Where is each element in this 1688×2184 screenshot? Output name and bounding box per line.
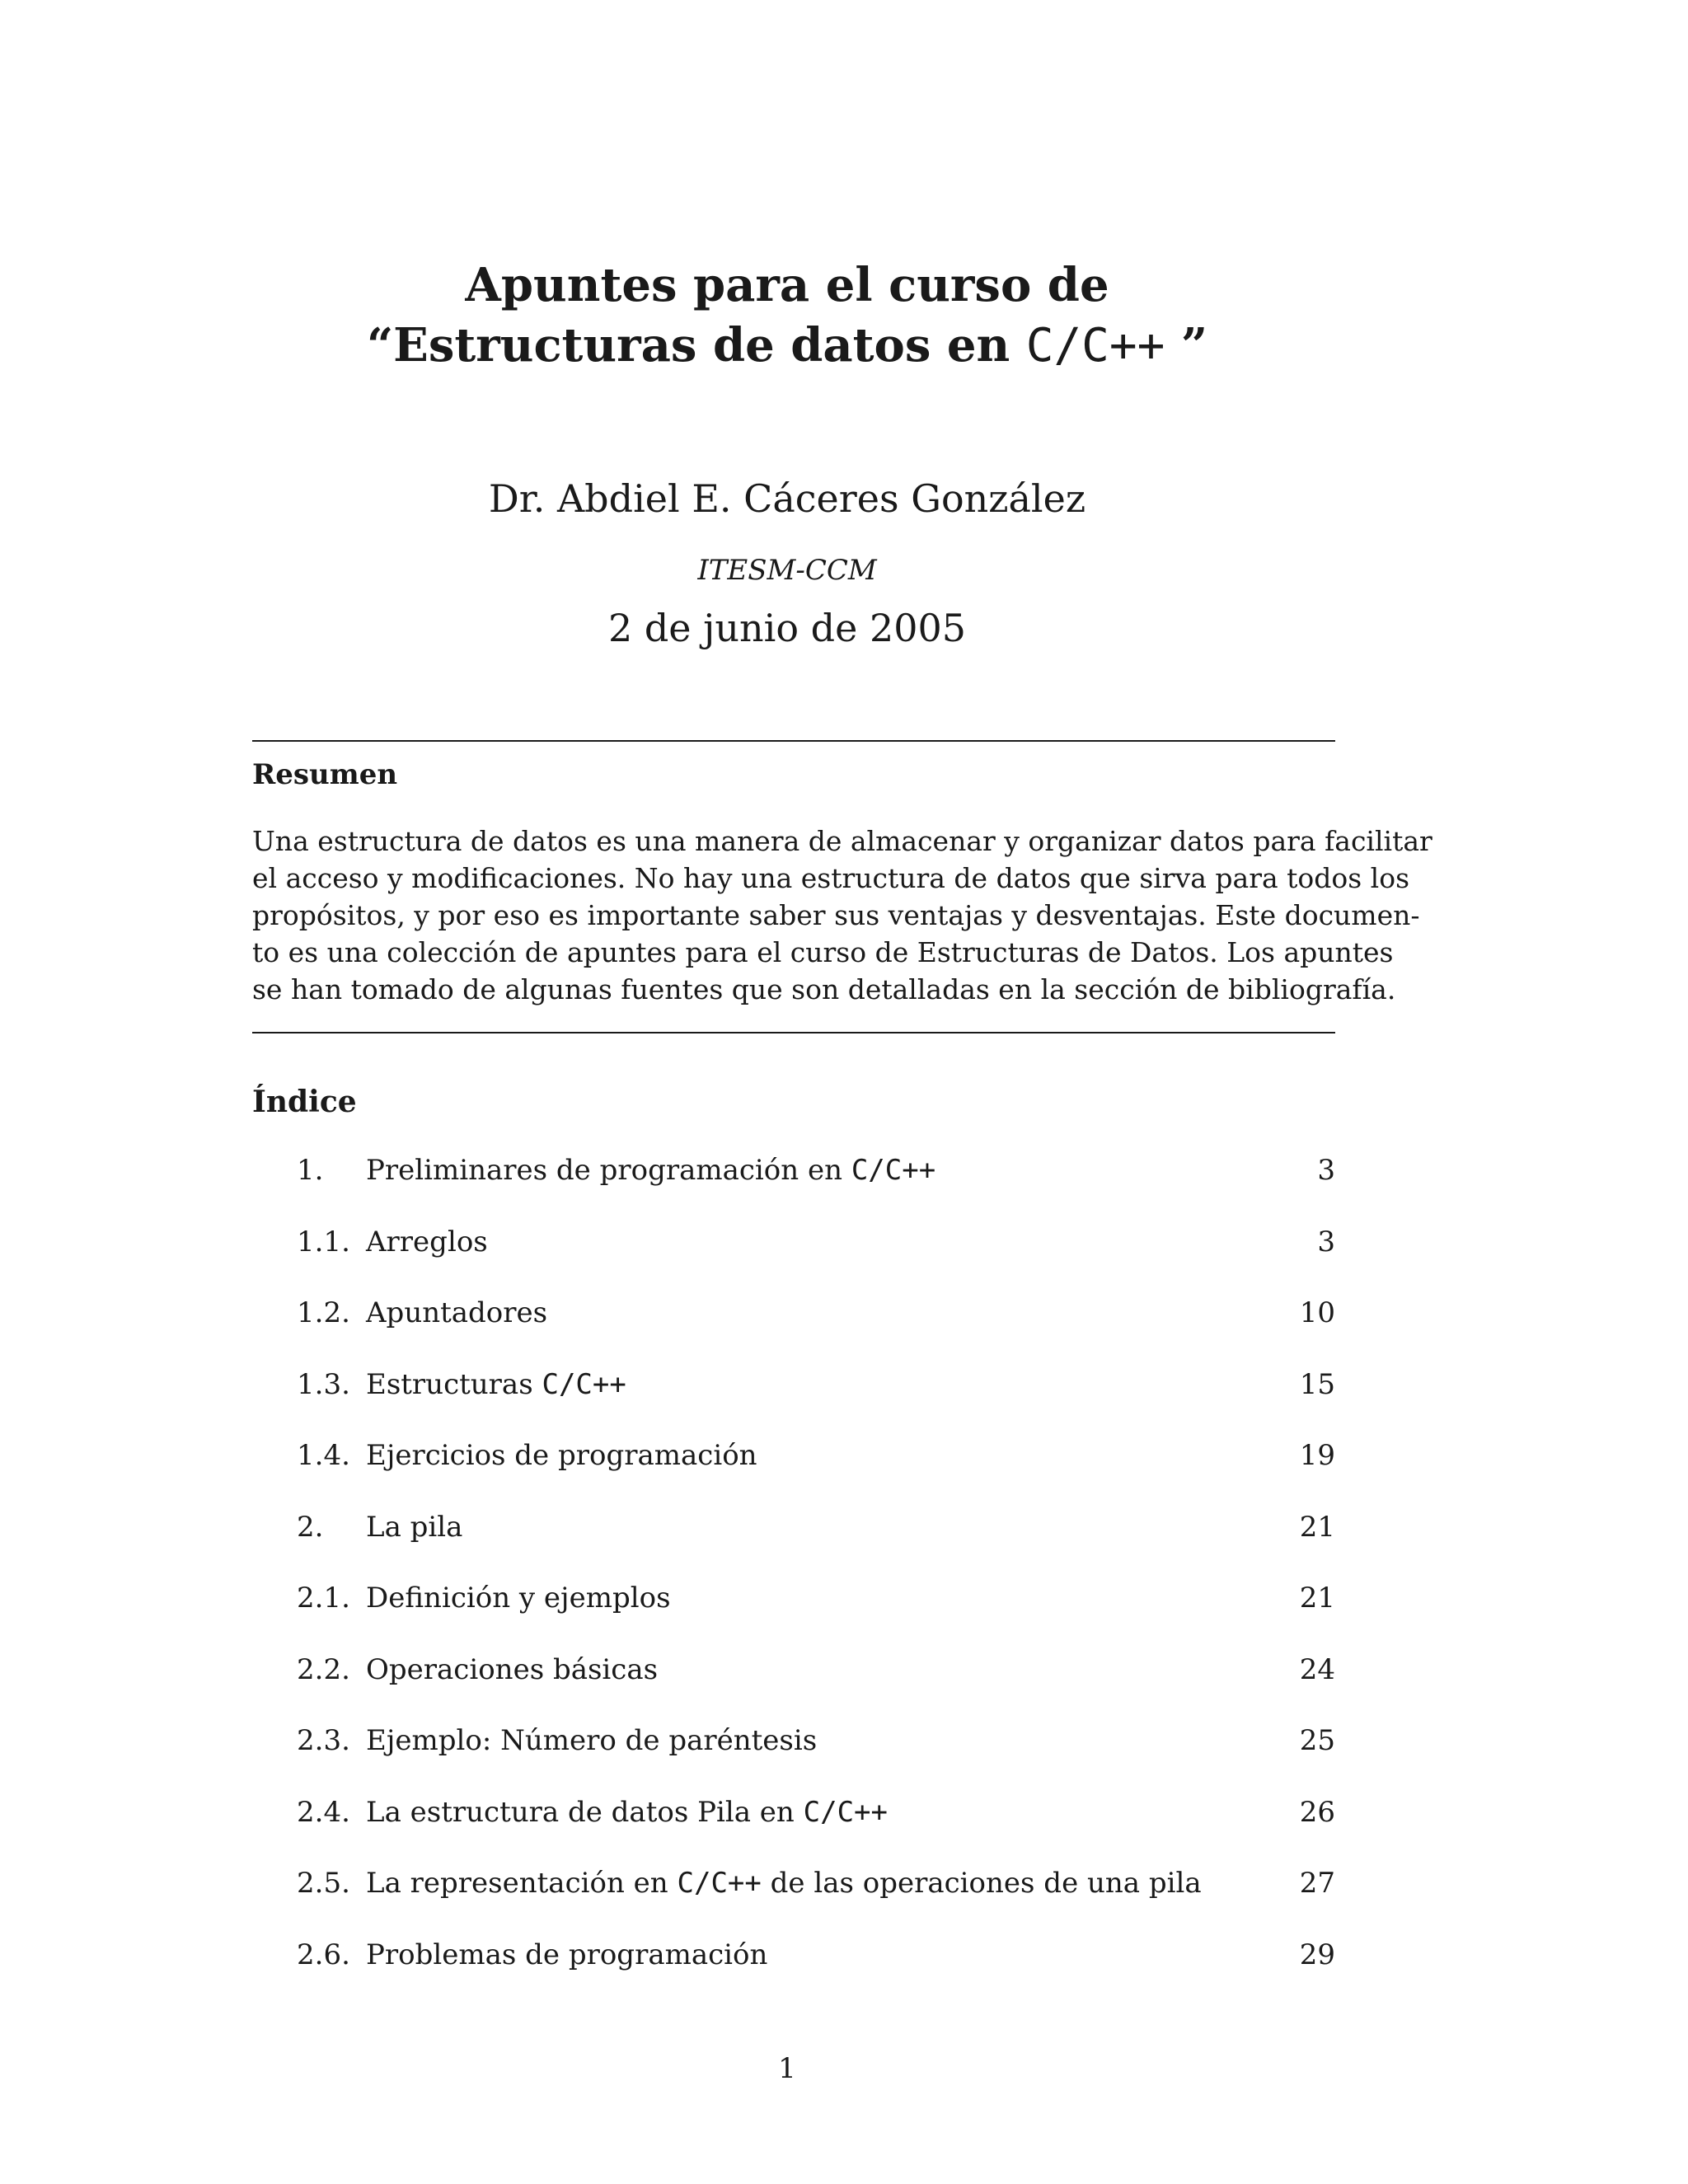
title-line-2 (0, 316, 1574, 376)
toc-entry-number: 2.1. (297, 1582, 350, 1615)
toc-entry-code: C/C++ (542, 1367, 626, 1401)
toc-entry-text: Estructuras (366, 1367, 542, 1401)
toc-entry-code: C/C++ (803, 1795, 888, 1829)
toc-entry-text-after: de las operaciones de una pila (761, 1867, 1202, 1900)
abstract-line: propósitos, y por eso es importante saber sus ventajas y desventajas. Este documen- (252, 899, 1420, 931)
toc-entry-code: C/C++ (677, 1867, 762, 1900)
abstract-body (252, 823, 1432, 1008)
toc-entry-title (366, 1295, 547, 1331)
toc-entry-title (366, 1580, 671, 1616)
abstract-line: to es una colección de apuntes para el curso de Estructuras de Datos. Los apuntes (252, 936, 1394, 968)
toc-entry-number: 1.3. (297, 1367, 350, 1401)
abstract-line: se han tomado de algunas fuentes que son detalladas en la sección de bibliografía. (252, 973, 1396, 1005)
toc-entry-page: 3 (1317, 1154, 1335, 1187)
toc-entry[interactable] (297, 1509, 1335, 1581)
page-number: 1 (778, 2052, 796, 2085)
toc-entry-text: Operaciones básicas (366, 1652, 659, 1686)
toc-entry[interactable] (297, 1722, 1335, 1794)
toc-entry-text: La estructura de datos Pila en (366, 1795, 804, 1829)
toc-entry-page: 24 (1299, 1652, 1335, 1686)
abstract-line: el acceso y modificaciones. No hay una estructura de datos que sirva para todos los (252, 862, 1410, 894)
toc-entry-title (366, 1937, 767, 1973)
toc-entry-page: 27 (1299, 1867, 1335, 1900)
affiliation: ITESM-CCM (697, 554, 877, 587)
toc-entry[interactable] (297, 1580, 1335, 1652)
toc-entry-page: 3 (1317, 1225, 1335, 1258)
toc-entry[interactable] (297, 1366, 1335, 1438)
toc-entry-number: 2.4. (297, 1795, 350, 1829)
toc-entry[interactable] (297, 1937, 1335, 2008)
author: Dr. Abdiel E. Cáceres González (488, 476, 1086, 521)
toc-entry-page: 15 (1299, 1367, 1335, 1401)
toc-entry-number: 1.4. (297, 1439, 350, 1472)
toc-entry-number: 2.5. (297, 1867, 350, 1900)
toc-entry-title (366, 1722, 817, 1759)
toc-entry-number: 2. (297, 1510, 324, 1544)
toc-entry-title (366, 1865, 1202, 1901)
toc-heading: Índice (252, 1085, 357, 1119)
title-line-2-prefix: “Estructuras de datos en (366, 318, 1026, 373)
toc-entry[interactable] (297, 1224, 1335, 1296)
toc-entry-number: 1. (297, 1154, 324, 1187)
toc-entry-title (366, 1366, 626, 1403)
toc-entry-text: Ejercicios de programación (366, 1439, 757, 1472)
toc-entry-number: 2.6. (297, 1938, 350, 1971)
toc-entry-number: 1.1. (297, 1225, 350, 1258)
toc-entry-number: 2.2. (297, 1652, 350, 1686)
toc-entry-number: 2.3. (297, 1724, 350, 1757)
toc-entry-code: C/C++ (851, 1154, 936, 1187)
title-code: C/C++ (1025, 319, 1165, 373)
toc-entry[interactable] (297, 1437, 1335, 1509)
abstract-heading: Resumen (252, 758, 398, 791)
toc-entry-text: Definición y ejemplos (366, 1582, 671, 1615)
toc-entry-title (366, 1652, 658, 1688)
toc-entry-page: 26 (1299, 1795, 1335, 1829)
toc-entry[interactable] (297, 1794, 1335, 1866)
toc-entry-text: Ejemplo: Número de paréntesis (366, 1724, 818, 1757)
toc-entry-text: Problemas de programación (366, 1938, 768, 1971)
date: 2 de junio de 2005 (607, 606, 967, 650)
toc-entry-title (366, 1509, 462, 1545)
toc-entry-text: La representación en (366, 1867, 678, 1900)
toc-entry-page: 19 (1299, 1439, 1335, 1472)
toc-entry-title (366, 1437, 757, 1474)
toc-entry-page: 25 (1299, 1724, 1335, 1757)
title-line-1: Apuntes para el curso de (465, 258, 1109, 312)
toc-entry[interactable] (297, 1652, 1335, 1723)
toc-entry-text: Apuntadores (366, 1296, 548, 1329)
toc-entry-page: 29 (1299, 1938, 1335, 1971)
toc-entry[interactable] (297, 1152, 1335, 1224)
toc-entry-title (366, 1224, 488, 1260)
toc-entry-title (366, 1152, 935, 1188)
toc-entry-text: Arreglos (366, 1225, 488, 1258)
abstract-bottom-rule (252, 1032, 1335, 1033)
abstract-line: Una estructura de datos es una manera de almacenar y organizar datos para facilitar (252, 825, 1432, 857)
toc-entry-number: 1.2. (297, 1296, 350, 1329)
toc-entry-text: Preliminares de programación en (366, 1154, 851, 1187)
toc-entry[interactable] (297, 1295, 1335, 1366)
toc-entry-page: 21 (1299, 1510, 1335, 1544)
table-of-contents (297, 1152, 1335, 2008)
title-line-2-suffix: ” (1165, 318, 1208, 373)
toc-entry-text: La pila (366, 1510, 463, 1544)
toc-entry-page: 21 (1299, 1582, 1335, 1615)
toc-entry-title (366, 1794, 888, 1830)
toc-entry[interactable] (297, 1865, 1335, 1937)
toc-entry-page: 10 (1299, 1296, 1335, 1329)
abstract-top-rule (252, 740, 1335, 742)
